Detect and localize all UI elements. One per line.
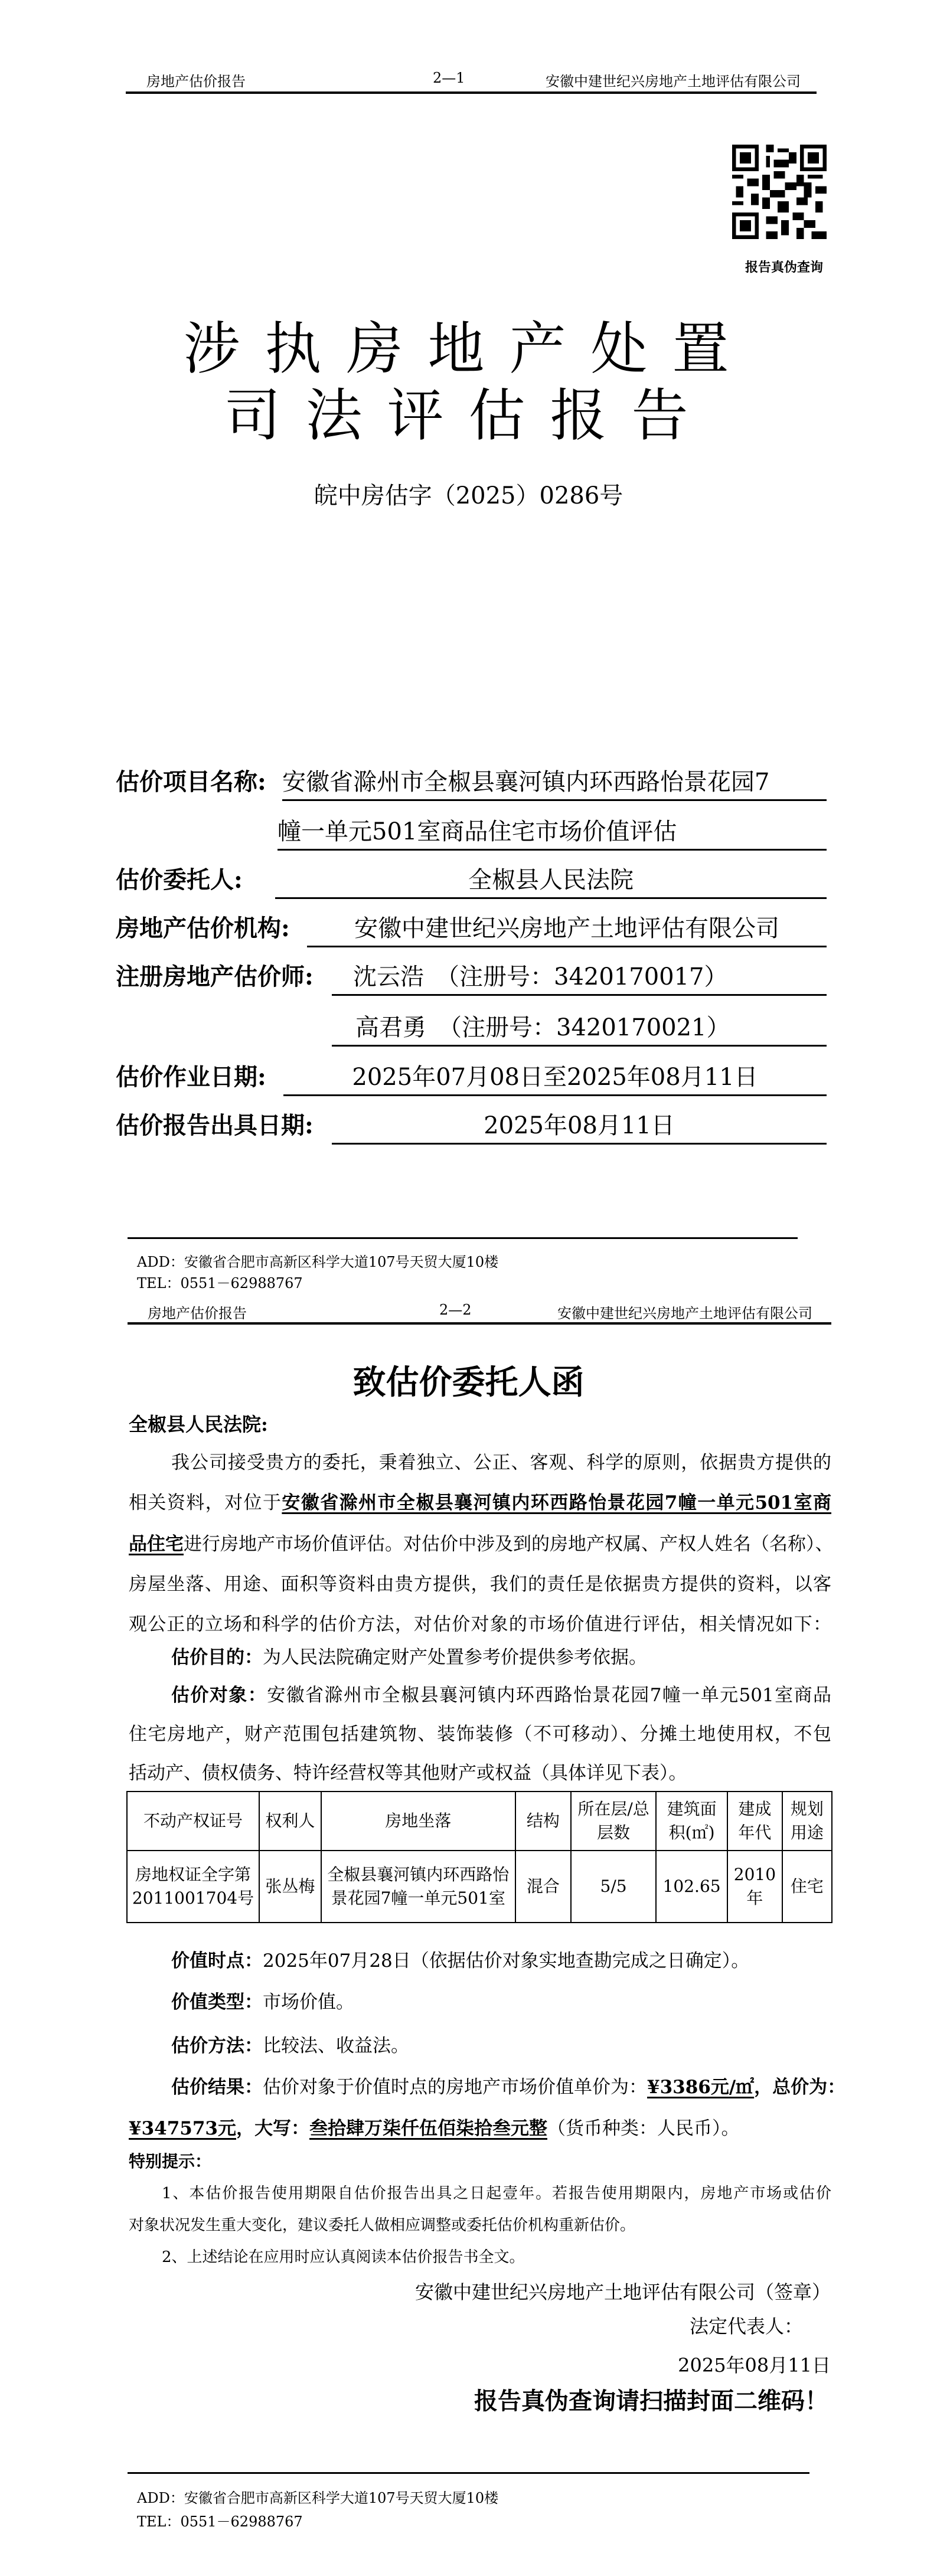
footer-address: ADD：安徽省合肥市高新区科学大道107号天贸大厦10楼 [137,2490,499,2506]
legal-representative: 法定代表人： [690,2315,804,2338]
total-price-words: 叁拾肆万柒仟伍佰柒拾叁元整 [309,2118,547,2139]
method-label: 估价方法： [171,2035,263,2057]
appraiser-1: 沈云浩 （注册号：3420170017） [353,963,728,990]
cell-structure: 混合 [515,1851,572,1923]
verify-note: 报告真伪查询请扫描封面二维码！ [474,2387,828,2415]
notice-1: 1、本估价报告使用期限自估价报告出具之日起壹年。若报告使用期限内，房地产市场或估价 [162,2185,831,2202]
object-line [171,1682,831,1708]
header-rule [126,91,817,94]
col-structure: 结构 [515,1792,572,1851]
result-text: ，总价为： [754,2077,846,2098]
client-value: 全椒县人民法院 [275,863,827,899]
intro-line [129,1531,834,1557]
project-name-label: 估价项目名称: [116,768,266,796]
notice-title: 特别提示： [129,2152,212,2171]
result-line [129,2116,831,2142]
qr-label: 报告真伪查询 [745,260,824,275]
cell-area: 102.65 [656,1851,727,1923]
col-area: 建筑面积(㎡) [656,1792,727,1851]
result-text: ，大写： [236,2118,309,2139]
result-text: 估价对象于价值时点的房地产市场价值单价为： [263,2077,647,2098]
unit-price: ¥3386元/㎡ [647,2077,755,2098]
cell-floor: 5/5 [571,1851,656,1923]
signature-company: 安徽中建世纪兴房地产土地评估有限公司（签章） [414,2281,831,2303]
appraiser-label: 注册房地产估价师: [116,963,314,990]
total-price: ¥347573元 [129,2118,236,2139]
purpose-text: 为人民法院确定财产处置参考价提供参考依据。 [263,1647,647,1668]
property-table [126,1791,832,1923]
intro-line [129,1490,831,1516]
purpose-line [171,1645,831,1671]
col-location: 房地坐落 [321,1792,515,1851]
intro-text: 进行房地产市场价值评估。对估价中涉及到的房地产权属、产权人姓名（名称）、 [184,1534,834,1555]
agency-value: 安徽中建世纪兴房地产土地评估有限公司 [307,911,827,947]
purpose-label: 估价目的： [171,1647,263,1668]
footer-rule [128,2472,809,2474]
work-date-value: 2025年07月08日至2025年08月11日 [283,1060,827,1096]
header-rule [128,1322,831,1325]
object-line: 括动产、债权债务、特许经营权等其他财产或权益（具体详见下表）。 [129,1763,687,1784]
footer-rule [128,1237,798,1239]
value-type-label: 价值类型： [171,1992,263,2013]
value-type-line [171,1989,831,2015]
footer-tel: TEL：0551－62988767 [137,2513,303,2530]
intro-line: 观公正的立场和科学的估价方法，对估价对象的市场价值进行评估，相关情况如下： [129,1614,831,1635]
header-page-number: 2—1 [433,70,465,86]
notice-2: 2、上述结论在应用时应认真阅读本估价报告书全文。 [162,2248,525,2266]
value-date-line [171,1948,831,1974]
report-number: 皖中房估字（2025）0286号 [314,482,623,509]
project-name-value: 安徽省滁州市全椒县襄河镇内环西路怡景花园7 [282,765,827,801]
agency-label: 房地产估价机构: [116,914,290,942]
cell-usage: 住宅 [782,1851,832,1923]
header-right: 安徽中建世纪兴房地产土地评估有限公司 [557,1305,812,1322]
object-text: 安徽省滁州市全椒县襄河镇内环西路怡景花园7幢一单元501室商品 [267,1685,832,1706]
col-cert-no: 不动产权证号 [127,1792,259,1851]
intro-line: 房屋坐落、用途、面积等资料由贵方提供，我们的责任是依据贵方提供的资料，以客 [129,1574,831,1595]
col-owner: 权利人 [259,1792,321,1851]
col-floor: 所在层/总层数 [571,1792,656,1851]
cell-cert-no: 房地权证全字第2011001704号 [127,1851,259,1923]
qr-code-icon[interactable] [732,144,827,240]
issue-date-value: 2025年08月11日 [332,1109,827,1145]
cell-owner: 张丛梅 [259,1851,321,1923]
cell-year: 2010年 [727,1851,782,1923]
currency-note: （货币种类：人民币）。 [547,2118,740,2139]
client-label: 估价委托人: [116,866,243,894]
value-date-label: 价值时点： [171,1950,263,1972]
appraiser-2: 高君勇 （注册号：3420170021） [355,1014,730,1041]
footer-address: ADD：安徽省合肥市高新区科学大道107号天贸大厦10楼 [137,1254,499,1270]
issue-date-label: 估价报告出具日期: [116,1112,314,1139]
salutation: 全椒县人民法院: [129,1413,268,1436]
table-header-row [127,1792,832,1851]
col-usage: 规划用途 [782,1792,832,1851]
work-date-label: 估价作业日期: [116,1063,266,1091]
appraiser-value-1 [332,960,827,996]
header-right: 安徽中建世纪兴房地产土地评估有限公司 [546,73,801,90]
notice-1-cont: 对象状况发生重大变化，建议委托人做相应调整或委托估价机构重新估价。 [129,2217,636,2234]
intro-text: 相关资料，对位于 [129,1492,282,1513]
header-left: 房地产估价报告 [146,73,246,90]
footer-tel: TEL：0551－62988767 [137,1275,303,1292]
report-title-line2: 司法评估报告 [224,383,713,449]
report-title-line1: 涉执房地产处置 [183,316,754,382]
intro-line: 我公司接受贵方的委托，秉着独立、公正、客观、科学的原则，依据贵方提供的 [171,1452,831,1473]
object-label: 估价对象： [171,1685,267,1706]
header-page-number: 2—2 [439,1302,472,1318]
table-row [127,1851,832,1923]
property-address-emphasis: 安徽省滁州市全椒县襄河镇内环西路怡景花园7幢一单元501室商 [282,1492,832,1513]
col-year: 建成年代 [727,1792,782,1851]
property-address-emphasis: 品住宅 [129,1534,184,1555]
cell-location: 全椒县襄河镇内环西路怡景花园7幢一单元501室 [321,1851,515,1923]
value-type-text: 市场价值。 [263,1992,354,2013]
method-line [171,2033,831,2059]
appraiser-value-2 [332,1011,827,1047]
object-line: 住宅房地产，财产范围包括建筑物、装饰装修（不可移动）、分摊土地使用权，不包 [129,1724,831,1745]
signature-date: 2025年08月11日 [678,2354,831,2376]
result-line [171,2074,846,2100]
letter-title: 致估价委托人函 [352,1363,585,1402]
header-left: 房地产估价报告 [148,1305,247,1322]
result-label: 估价结果： [171,2077,263,2098]
value-date-text: 2025年07月28日（依据估价对象实地查勘完成之日确定）。 [263,1950,750,1972]
project-name-value-cont: 幢一单元501室商品住宅市场价值评估 [277,815,827,851]
method-text: 比较法、收益法。 [263,2035,409,2057]
